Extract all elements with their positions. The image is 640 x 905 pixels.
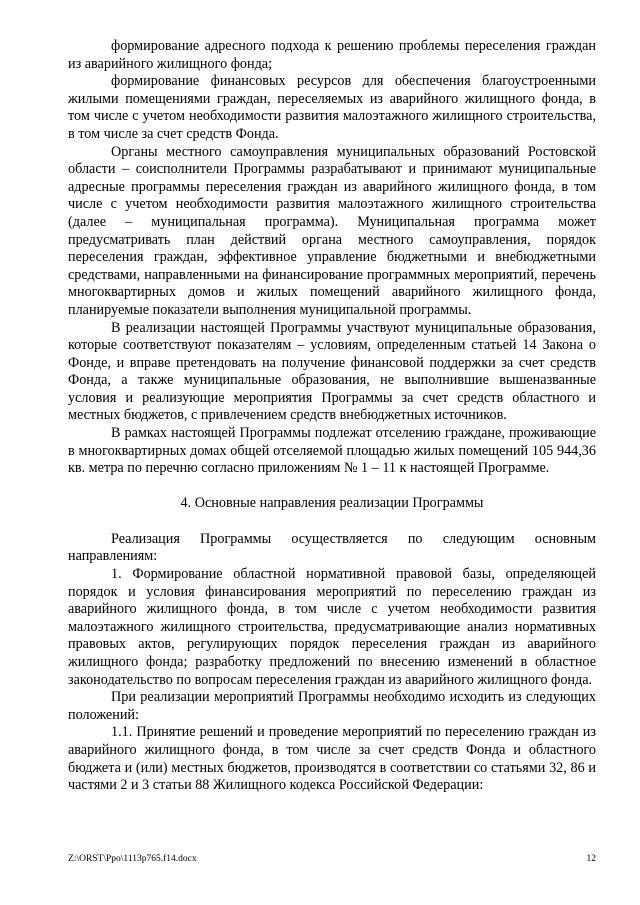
section-heading: 4. Основные направления реализации Программы — [180, 494, 484, 511]
paragraph: формирование финансовых ресурсов для обеспечения благоустроенными жилыми помещениями граждан, переселяемых из аварийного жилищного фонда, в том числе с учетом необходимости развития малоэтажного жилищного строительства, в том числе за счет средств Фонда. — [68, 73, 596, 142]
paragraph: В рамках настоящей Программы подлежат отселению граждане, проживающие в многоквартирных домах общей отселяемой площадью жилых помещений 105 944,36 кв. метра по перечню согласно приложениям № 1 – 11 к настоящей Программе. — [68, 425, 596, 477]
paragraph: Органы местного самоуправления муниципальных образований Ростовской области – соисполнители Программы разрабатывают и принимают муниципальные адресные программы переселения граждан из аварийного жилищного фонда, в том числе с учетом необходимости развития малоэтажного жилищного строительства (далее – муниципальная программа). Муниципальная программа может предусматривать план действий органа местного самоуправления, порядок переселения граждан, эффективное управление бюджетными и внебюджетными средствами, направленными на финансирование программных мероприятий, перечень многоквартирных домов и жилых помещений аварийного жилищного фонда, планируемые показатели выполнения муниципальной программы. — [68, 143, 596, 318]
paragraph: При реализации мероприятий Программы необходимо исходить из следующих положений: — [68, 689, 596, 723]
page-number: 12 — [586, 854, 596, 864]
document-body — [68, 38, 596, 795]
paragraph: 1.1. Принятие решений и проведение мероприятий по переселению граждан из аварийного жилищного фонда, в том числе за счет средств Фонда и областного бюджета и (или) местных бюджетов, производятся в соответствии со статьями 32, 86 и частями 2 и 3 статьи 88 Жилищного кодекса Российской Федерации: — [68, 724, 596, 794]
page-footer — [68, 853, 596, 865]
paragraph: формирование адресного подхода к решению проблемы переселения граждан из аварийного жилищного фонда; — [68, 38, 596, 72]
paragraph: 1. Формирование областной нормативной правовой базы, определяющей порядок и условия финансирования мероприятий по переселению граждан из аварийного жилищного фонда, в том числе с учетом необходимости развития малоэтажного жилищного строительства, предусматривающие анализ нормативных правовых актов, регулирующих порядок переселения граждан из аварийного жилищного фонда; разработку предложений по внесению изменений в областное законодательство по вопросам переселения граждан из аварийного жилищного фонда. — [68, 566, 596, 688]
paragraph: Реализация Программы осуществляется по следующим основным направлениям: — [68, 530, 596, 565]
paragraph: В реализации настоящей Программы участвуют муниципальные образования, которые соответствуют показателям – условиям, определенным статьей 14 Закона о Фонде, и вправе претендовать на получение финансовой поддержки за счет средств Фонда, а также муниципальные образования, не выполнившие вышеназванные условия и реализующие мероприятия Программы за счет средств областного и местных бюджетов, с привлечением средств внебюджетных источников. — [68, 319, 596, 424]
footer-file-path: Z:\ORST\Ppo\1113p765.f14.docx — [68, 854, 197, 864]
